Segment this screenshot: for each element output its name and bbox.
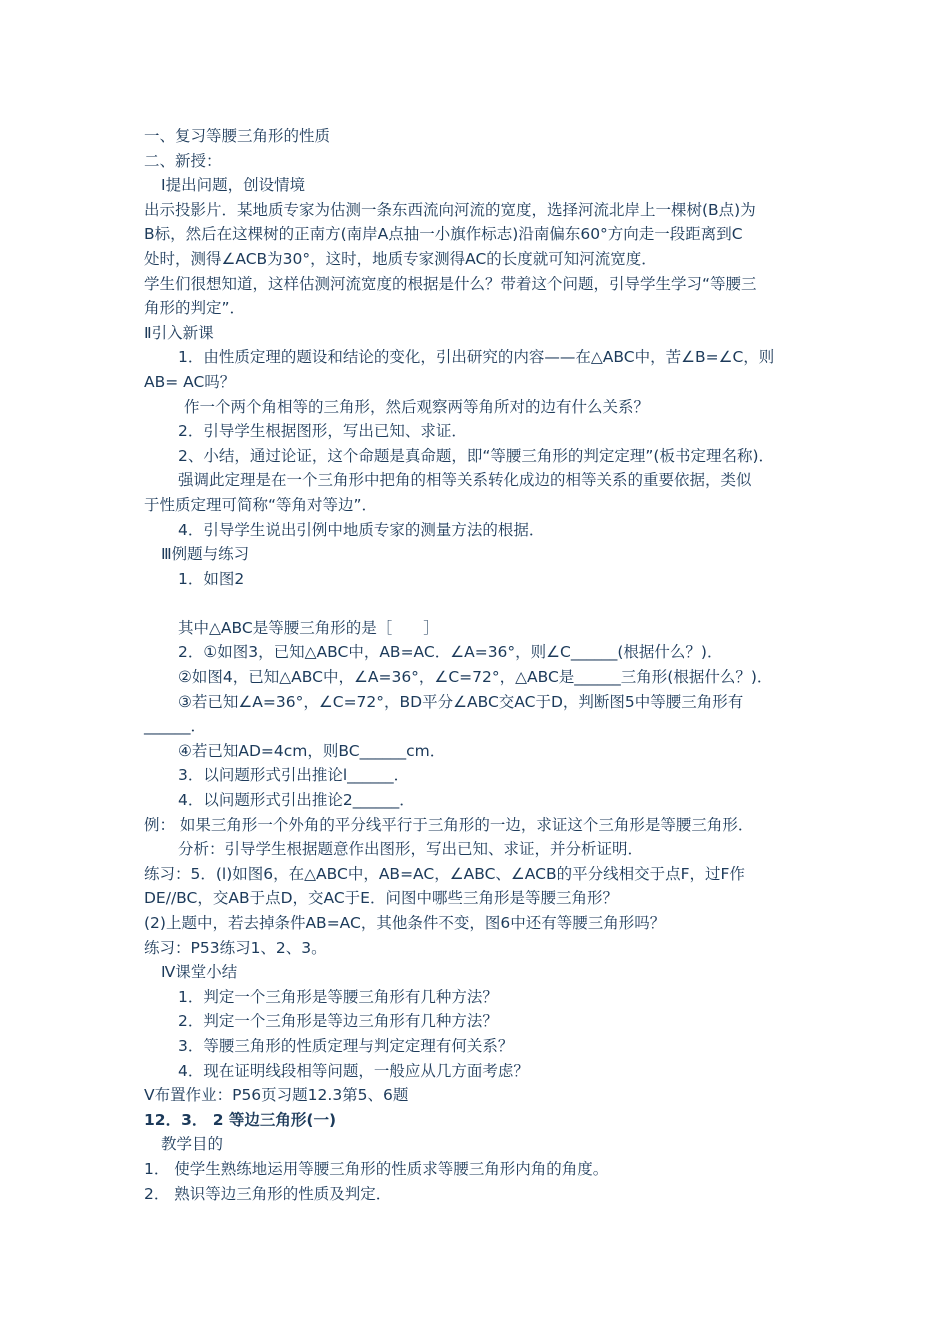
document-page xyxy=(144,124,824,1206)
paragraph-line: 4．引导学生说出引例中地质专家的测量方法的根据． xyxy=(178,520,545,539)
paragraph-line: (2)上题中，若去掉条件AB=AC，其他条件不变，图6中还有等腰三角形吗？ xyxy=(144,914,666,932)
paragraph-line: 2．引导学生根据图形，写出已知、求证． xyxy=(178,422,467,441)
paragraph-line: ④若已知AD=4cm，则BC______cm． xyxy=(178,741,446,760)
paragraph-line: 2．判定一个三角形是等边三角形有几种方法？ xyxy=(178,1012,498,1031)
review-heading: 一、复习等腰三角形的性质 xyxy=(144,127,331,145)
paragraph-line: 强调此定理是在一个三角形中把角的相等关系转化成边的相等关系的重要依据，类似 xyxy=(178,471,752,490)
section-1-heading: Ⅰ提出问题，创设情境 xyxy=(161,176,306,195)
paragraph-line: 学生们很想知道，这样估测河流宽度的根据是什么？带着这个问题，引导学生学习“等腰三 xyxy=(144,274,757,293)
paragraph-line: 3．等腰三角形的性质定理与判定定理有何关系？ xyxy=(178,1036,514,1055)
paragraph-line: 1．由性质定理的题设和结论的变化，引出研究的内容——在△ABC中，苦∠B=∠C，则 xyxy=(178,348,775,367)
paragraph-line: B标，然后在这棵树的正南方(南岸A点抽一小旗作标志)沿南偏东60°方向走一段距离到C xyxy=(144,225,743,244)
paragraph-line: ②如图4，已知△ABC中，∠A=36°，∠C=72°，△ABC是______三角形(根据什么？)． xyxy=(178,668,773,687)
paragraph-line: 1．如图2 xyxy=(178,569,245,588)
paragraph-line: 1．判定一个三角形是等腰三角形有几种方法？ xyxy=(178,987,498,1006)
paragraph-line: AB= AC吗？ xyxy=(144,372,236,391)
section-5-heading: Ⅴ布置作业：P56页习题12.3第5、6题 xyxy=(144,1086,409,1105)
paragraph-line: 出示投影片．某地质专家为估测一条东西流向河流的宽度，选择河流北岸上一棵树(B点)为 xyxy=(144,200,756,219)
blank-line xyxy=(144,591,824,616)
exercise-line: 练习：5．(l)如图6，在△ABC中，AB=AC，∠ABC、∠ACB的平分线相交于点F，过F作 xyxy=(144,864,745,883)
section-2-heading: Ⅱ引入新课 xyxy=(144,323,214,342)
paragraph-line: 其中△ABC是等腰三角形的是［ ］ xyxy=(178,618,439,637)
paragraph-line: 3．以问题形式引出推论l______． xyxy=(178,766,410,785)
paragraph-line: 于性质定理可简称“等角对等边”． xyxy=(144,495,378,514)
paragraph-line: 作一个两个角相等的三角形，然后观察两等角所对的边有什么关系？ xyxy=(184,397,650,416)
paragraph-line: ______． xyxy=(144,717,207,736)
objective-item: 1． 使学生熟练地运用等腰三角形的性质求等腰三角形内角的角度。 xyxy=(144,1159,609,1178)
section-3-heading: Ⅲ例题与练习 xyxy=(161,545,250,564)
example-line: 例： 如果三角形一个外角的平分线平行于三角形的一边，求证这个三角形是等腰三角形． xyxy=(144,815,754,834)
new-lesson-heading: 二、新授： xyxy=(144,151,222,170)
section-4-heading: Ⅳ课堂小结 xyxy=(161,963,238,982)
paragraph-line: 角形的判定”． xyxy=(144,299,246,318)
lesson-title: 12．3． 2 等边三角形(一) xyxy=(144,1110,337,1129)
paragraph-line: 处时，测得∠ACB为30°，这时，地质专家测得AC的长度就可知河流宽度． xyxy=(144,249,657,268)
objective-item: 2． 熟识等边三角形的性质及判定． xyxy=(144,1184,392,1203)
paragraph-line: 4．以问题形式引出推论2______． xyxy=(178,791,415,810)
paragraph-line: ③若已知∠A=36°，∠C=72°，BD平分∠ABC交AC于D，判断图5中等腰三角形有 xyxy=(178,692,744,711)
paragraph-line: DE//BC，交AB于点D，交AC于E．问图中哪些三角形是等腰三角形？ xyxy=(144,889,618,908)
paragraph-line: 2．①如图3，已知△ABC中，AB=AC．∠A=36°，则∠C______(根据什么？)． xyxy=(178,643,723,662)
paragraph-line: 分析：引导学生根据题意作出图形，写出已知、求证，并分析证明． xyxy=(178,840,644,859)
paragraph-line: 4．现在证明线段相等问题，一般应从几方面考虑？ xyxy=(178,1061,529,1080)
exercise-line: 练习：P53练习1、2、3。 xyxy=(144,938,327,957)
objectives-heading: 教学目的 xyxy=(161,1135,224,1154)
paragraph-line: 2、小结，通过论证，这个命题是真命题，即“等腰三角形的判定定理”(板书定理名称)． xyxy=(178,446,775,465)
